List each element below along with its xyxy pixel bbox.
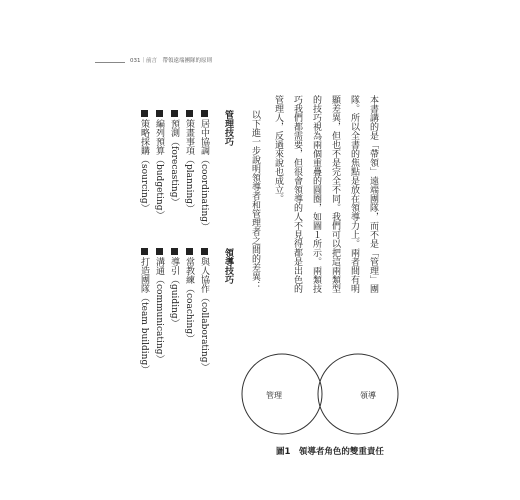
leadership-item-4 [153,248,165,363]
body-line-4: 的技巧視為兩個重疊的圓圈，如圖１所示。兩類技 [311,95,321,293]
body-line-6: 管理人，反過來說也成立。 [273,95,283,203]
intro-line: 以下進一步說明領導者和管理者之間的差異： [250,110,260,290]
management-item-4-text: 編列預算（budgeting） [154,119,164,220]
management-heading: 管理技巧 [223,110,233,146]
running-header: 031｜前言 帶領遠端團隊的原則 [130,58,212,64]
body-line-3: 顯差異，但也不是完全不同。我們可以把這兩類型 [330,95,340,293]
leadership-item-4-text: 溝通（communicating） [154,257,164,364]
management-circle-label: 管理 [266,391,282,400]
management-item-2 [183,110,195,213]
header-rule [95,62,125,63]
bullet-icon [156,110,163,117]
management-circle [242,354,322,434]
leadership-heading: 領導技巧 [223,248,233,284]
management-item-5-text: 策略採購（sourcing） [139,119,149,213]
leadership-item-1 [198,248,210,371]
venn-diagram [240,350,400,438]
leadership-item-3-text: 導引（guiding） [169,257,179,328]
leadership-item-1-text: 與人協作（collaborating） [199,257,209,372]
bullet-icon [186,110,193,117]
management-item-3 [168,110,180,206]
management-item-1-text: 居中協調（coordinating） [199,119,209,232]
management-item-4 [153,110,165,219]
bullet-icon [171,110,178,117]
leadership-circle-label: 領導 [360,391,376,400]
leadership-item-2 [183,248,195,343]
bullet-icon [141,248,148,255]
leadership-circle [318,354,398,434]
leadership-item-5 [138,248,150,374]
bullet-icon [201,110,208,117]
bullet-icon [141,110,148,117]
bullet-icon [156,248,163,255]
management-item-2-text: 策畫事項（planning） [184,119,194,214]
bullet-icon [201,248,208,255]
leadership-item-2-text: 當教練（coaching） [184,257,194,344]
leadership-item-3 [168,248,180,328]
body-line-5: 巧我們都需要，但很會領導的人不見得都是出色的 [292,95,302,293]
bullet-icon [186,248,193,255]
leadership-item-5-text: 打造團隊（team building） [139,257,149,375]
management-item-3-text: 預測（forecasting） [169,119,179,207]
figure-caption: 圖1 領導者角色的雙重責任 [276,447,384,457]
body-line-1: 本書講的是「帶領」遠端團隊，而不是「管理」團 [368,95,378,293]
bullet-icon [171,248,178,255]
management-item-1 [198,110,210,231]
management-item-5 [138,110,150,213]
body-line-2: 隊。所以全書的焦點是放在領導力上。兩者間有明 [349,95,359,293]
